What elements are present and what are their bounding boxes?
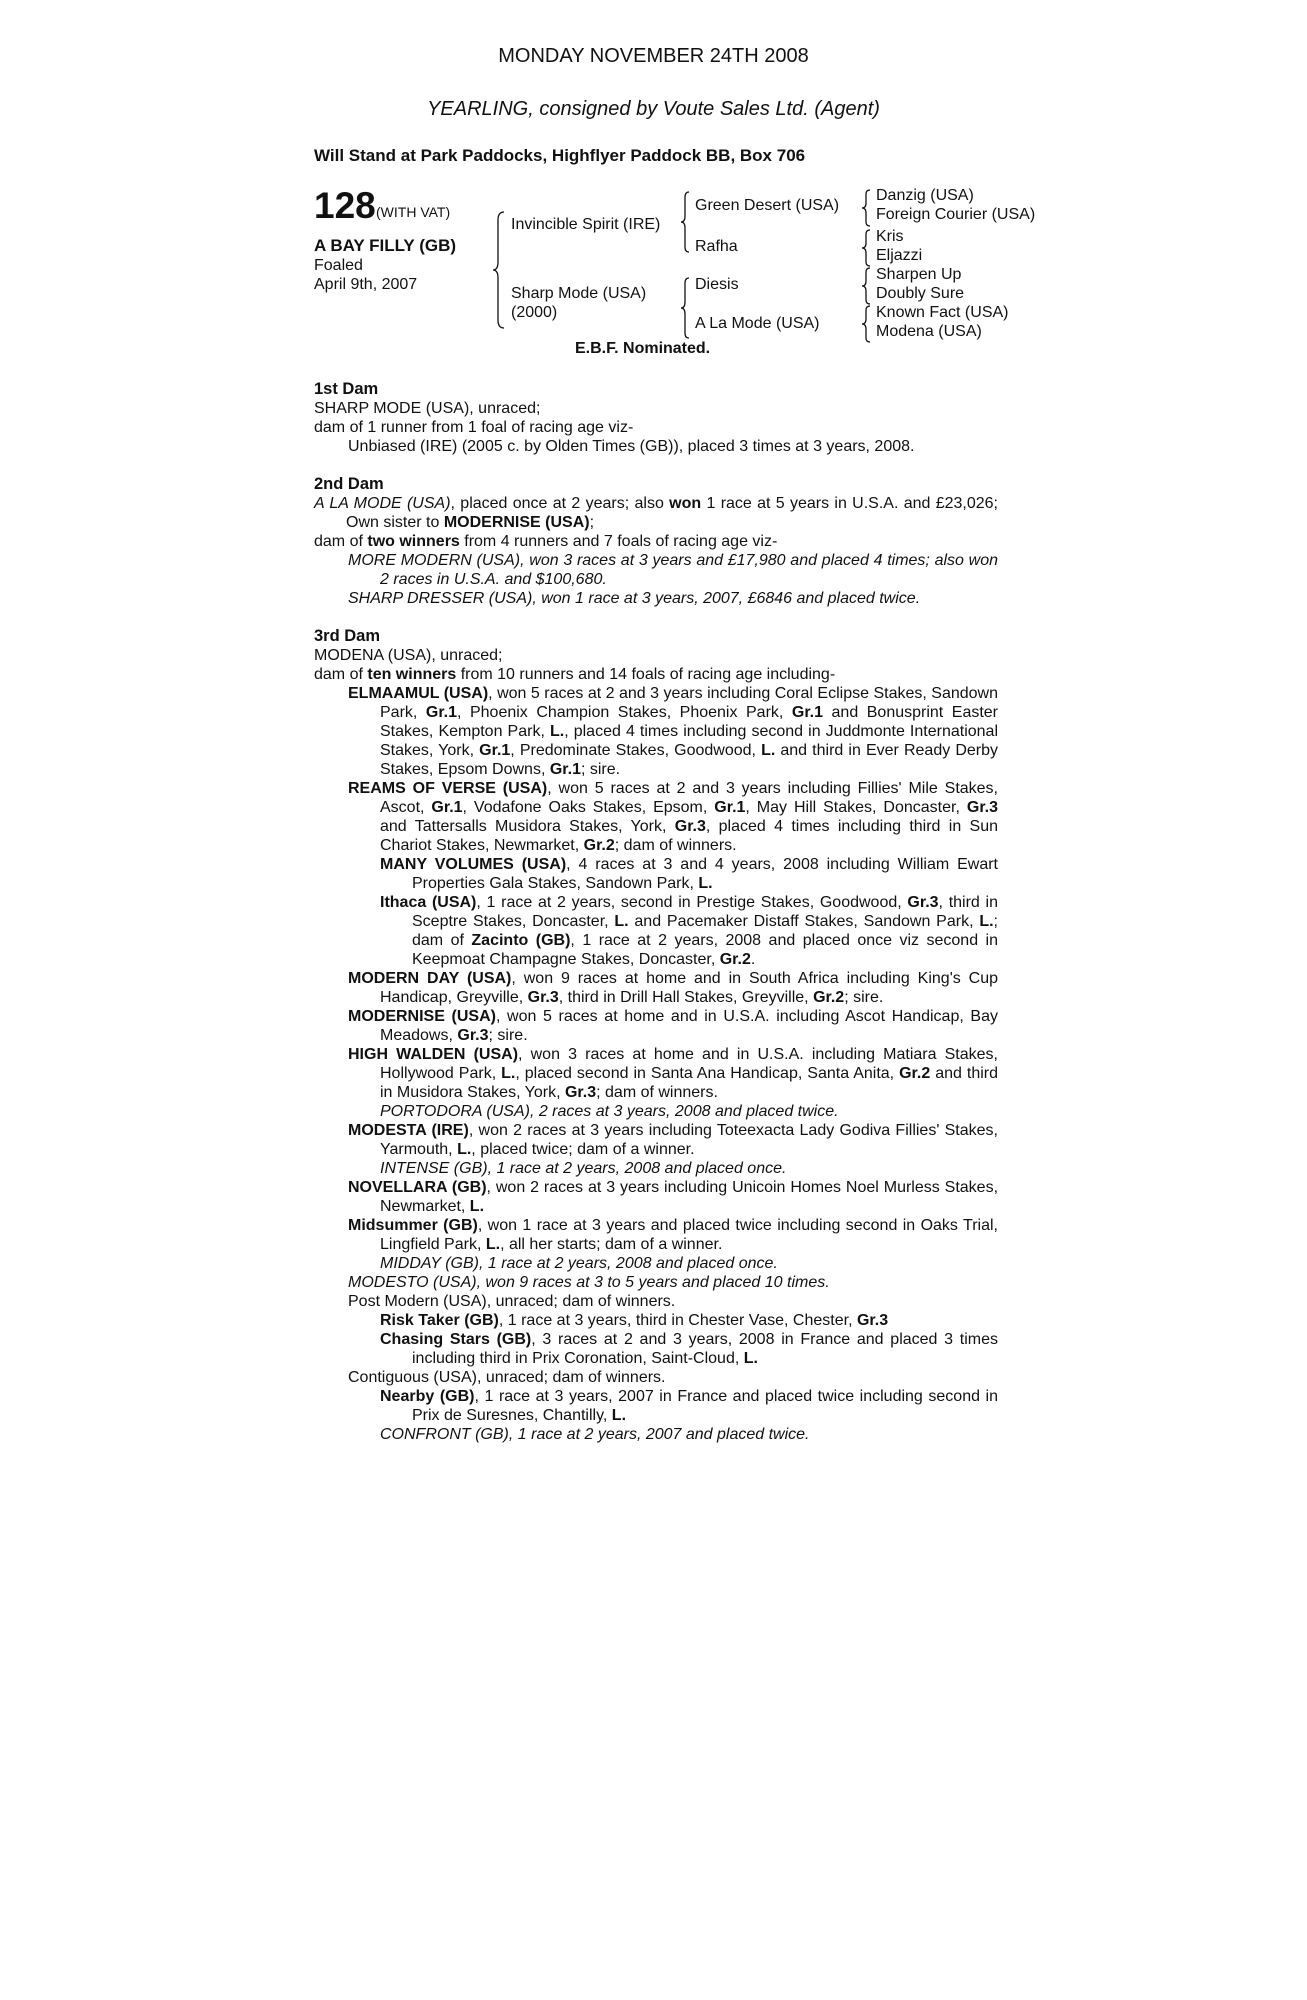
foaled-label: Foaled xyxy=(314,257,363,274)
produce-risk-taker: Risk Taker (GB), 1 race at 3 years, third in Chester Vase, Chester, Gr.3 xyxy=(380,1312,889,1329)
pedigree-sds: Kris xyxy=(876,228,904,245)
pedigree-dds: Known Fact (USA) xyxy=(876,304,1009,321)
foaled-date: April 9th, 2007 xyxy=(314,276,418,293)
second-dam-produce-more-modern: MORE MODERN (USA), won 3 races at 3 years and £17,980 and placed 4 times; also won 2 races in U.S.A. and $100,680. xyxy=(348,552,998,588)
pedigree-sss: Danzig (USA) xyxy=(876,187,974,204)
produce-modernise: MODERNISE (USA), won 5 races at home and in U.S.A. including Ascot Handicap, Bay Meadows, Gr.3; sire. xyxy=(348,1008,998,1044)
pedigree-dam-dam: A La Mode (USA) xyxy=(695,315,820,332)
first-dam-heading: 1st Dam xyxy=(314,380,379,398)
produce-midsummer: Midsummer (GB), won 1 race at 3 years and placed twice including second in Oaks Trial, Lingfield Park, L., all her starts; dam of a winner. xyxy=(348,1217,998,1253)
pedigree-sdd: Eljazzi xyxy=(876,247,923,264)
pedigree-dam: Sharp Mode (USA) xyxy=(511,285,647,302)
pedigree-sire-sire: Green Desert (USA) xyxy=(695,197,840,214)
pedigree-brace-sd xyxy=(861,228,873,268)
stabling-location: Will Stand at Park Paddocks, Highflyer Paddock BB, Box 706 xyxy=(314,146,806,165)
pedigree-ddd: Modena (USA) xyxy=(876,323,982,340)
pedigree-dam-year: (2000) xyxy=(511,304,558,321)
sale-date: MONDAY NOVEMBER 24TH 2008 xyxy=(498,45,809,67)
third-dam-heading: 3rd Dam xyxy=(314,627,381,645)
produce-nearby: Nearby (GB), 1 race at 3 years, 2007 in France and placed twice including second in Prix de Suresnes, Chantilly, L. xyxy=(380,1388,999,1424)
produce-portodora: PORTODORA (USA), 2 races at 3 years, 2008 and placed twice. xyxy=(380,1103,839,1120)
pedigree-brace-ss xyxy=(861,188,873,228)
pedigree-dam-sire: Diesis xyxy=(695,276,739,293)
pedigree-brace-ds xyxy=(861,266,873,306)
produce-reams-of-verse: REAMS OF VERSE (USA), won 5 races at 2 and 3 years including Fillies' Mile Stakes, Ascot, Gr.1, Vodafone Oaks Stakes, Epsom, Gr.1, May Hill Stakes, Doncaster, Gr.3 and Tattersalls Musidora Stakes, York, Gr.3, placed 4 times including third in Sun Chariot Stakes, Newmarket, Gr.2; dam of winners. xyxy=(348,780,999,854)
pedigree-brace-sire xyxy=(680,190,692,254)
produce-intense: INTENSE (GB), 1 race at 2 years, 2008 and placed once. xyxy=(380,1160,787,1177)
pedigree-brace-main xyxy=(492,210,508,330)
pedigree-dss: Sharpen Up xyxy=(876,266,962,283)
vat-note: (WITH VAT) xyxy=(376,204,451,220)
pedigree-brace-dd xyxy=(861,304,873,344)
produce-modern-day: MODERN DAY (USA), won 9 races at home and in South Africa including King's Cup Handicap, Greyville, Gr.3, third in Drill Hall Stakes, Greyville, Gr.2; sire. xyxy=(348,970,999,1006)
produce-many-volumes: MANY VOLUMES (USA), 4 races at 3 and 4 years, 2008 including William Ewart Properties Gala Stakes, Sandown Park, L. xyxy=(380,856,999,892)
pedigree-dsd: Doubly Sure xyxy=(876,285,965,302)
catalogue-body xyxy=(314,380,998,1444)
produce-midday: MIDDAY (GB), 1 race at 2 years, 2008 and placed once. xyxy=(380,1255,778,1272)
third-dam-line: MODENA (USA), unraced; xyxy=(314,647,503,664)
lot-number: 128 xyxy=(314,185,376,226)
second-dam-produce-sharp-dresser: SHARP DRESSER (USA), won 1 race at 3 years, 2007, £6846 and placed twice. xyxy=(348,590,921,607)
produce-contiguous: Contiguous (USA), unraced; dam of winners. xyxy=(348,1369,666,1386)
produce-modesta: MODESTA (IRE), won 2 races at 3 years including Toteexacta Lady Godiva Fillies' Stakes, Yarmouth, L., placed twice; dam of a winner. xyxy=(348,1122,998,1158)
first-dam-runner: Unbiased (IRE) (2005 c. by Olden Times (GB)), placed 3 times at 3 years, 2008. xyxy=(348,438,915,455)
first-dam-line: SHARP MODE (USA), unraced; xyxy=(314,400,541,417)
horse-name: A BAY FILLY (GB) xyxy=(314,236,457,255)
second-dam-produce-line: dam of two winners from 4 runners and 7 foals of racing age viz- xyxy=(314,533,778,550)
pedigree-ssd: Foreign Courier (USA) xyxy=(876,206,1036,223)
produce-confront: CONFRONT (GB), 1 race at 2 years, 2007 and placed twice. xyxy=(380,1426,810,1443)
ebf-nominated: E.B.F. Nominated. xyxy=(575,340,711,357)
produce-post-modern: Post Modern (USA), unraced; dam of winners. xyxy=(348,1293,676,1310)
produce-high-walden: HIGH WALDEN (USA), won 3 races at home and in U.S.A. including Matiara Stakes, Hollywood Park, L., placed second in Santa Ana Handicap, Santa Anita, Gr.2 and third in Musidora Stakes, York, Gr.3; dam of winners. xyxy=(348,1046,999,1101)
produce-modesto: MODESTO (USA), won 9 races at 3 to 5 years and placed 10 times. xyxy=(348,1274,830,1291)
second-dam-heading: 2nd Dam xyxy=(314,475,384,493)
third-dam-produce-line: dam of ten winners from 10 runners and 14 foals of racing age including- xyxy=(314,666,836,683)
first-dam-produce-line: dam of 1 runner from 1 foal of racing age viz- xyxy=(314,419,634,436)
pedigree-sire: Invincible Spirit (IRE) xyxy=(511,216,661,233)
produce-novellara: NOVELLARA (GB), won 2 races at 3 years including Unicoin Homes Noel Murless Stakes, Newmarket, L. xyxy=(348,1179,999,1215)
produce-ithaca: Ithaca (USA), 1 race at 2 years, second in Prestige Stakes, Goodwood, Gr.3, third in Sceptre Stakes, Doncaster, L. and Pacemaker Distaff Stakes, Sandown Park, L.; dam of Zacinto (GB), 1 race at 2 years, 2008 and placed once viz second in Keepmoat Champagne Stakes, Doncaster, Gr.2. xyxy=(380,894,999,968)
consignor-line: YEARLING, consigned by Voute Sales Ltd. (Agent) xyxy=(427,98,880,120)
second-dam-line: A LA MODE (USA), placed once at 2 years; also won 1 race at 5 years in U.S.A. and £23,026; Own sister to MODERNISE (USA); xyxy=(314,495,999,531)
pedigree-sire-dam: Rafha xyxy=(695,238,738,255)
produce-chasing-stars: Chasing Stars (GB), 3 races at 2 and 3 years, 2008 in France and placed 3 times including third in Prix Coronation, Saint-Cloud, L. xyxy=(380,1331,999,1367)
pedigree-brace-dam xyxy=(680,276,692,340)
produce-elmaamul: ELMAAMUL (USA), won 5 races at 2 and 3 years including Coral Eclipse Stakes, Sandown Park, Gr.1, Phoenix Champion Stakes, Phoenix Park, Gr.1 and Bonusprint Easter Stakes, Kempton Park, L., placed 4 times including second in Juddmonte International Stakes, York, Gr.1, Predominate Stakes, Goodwood, L. and third in Ever Ready Derby Stakes, Epsom Downs, Gr.1; sire. xyxy=(348,685,999,778)
